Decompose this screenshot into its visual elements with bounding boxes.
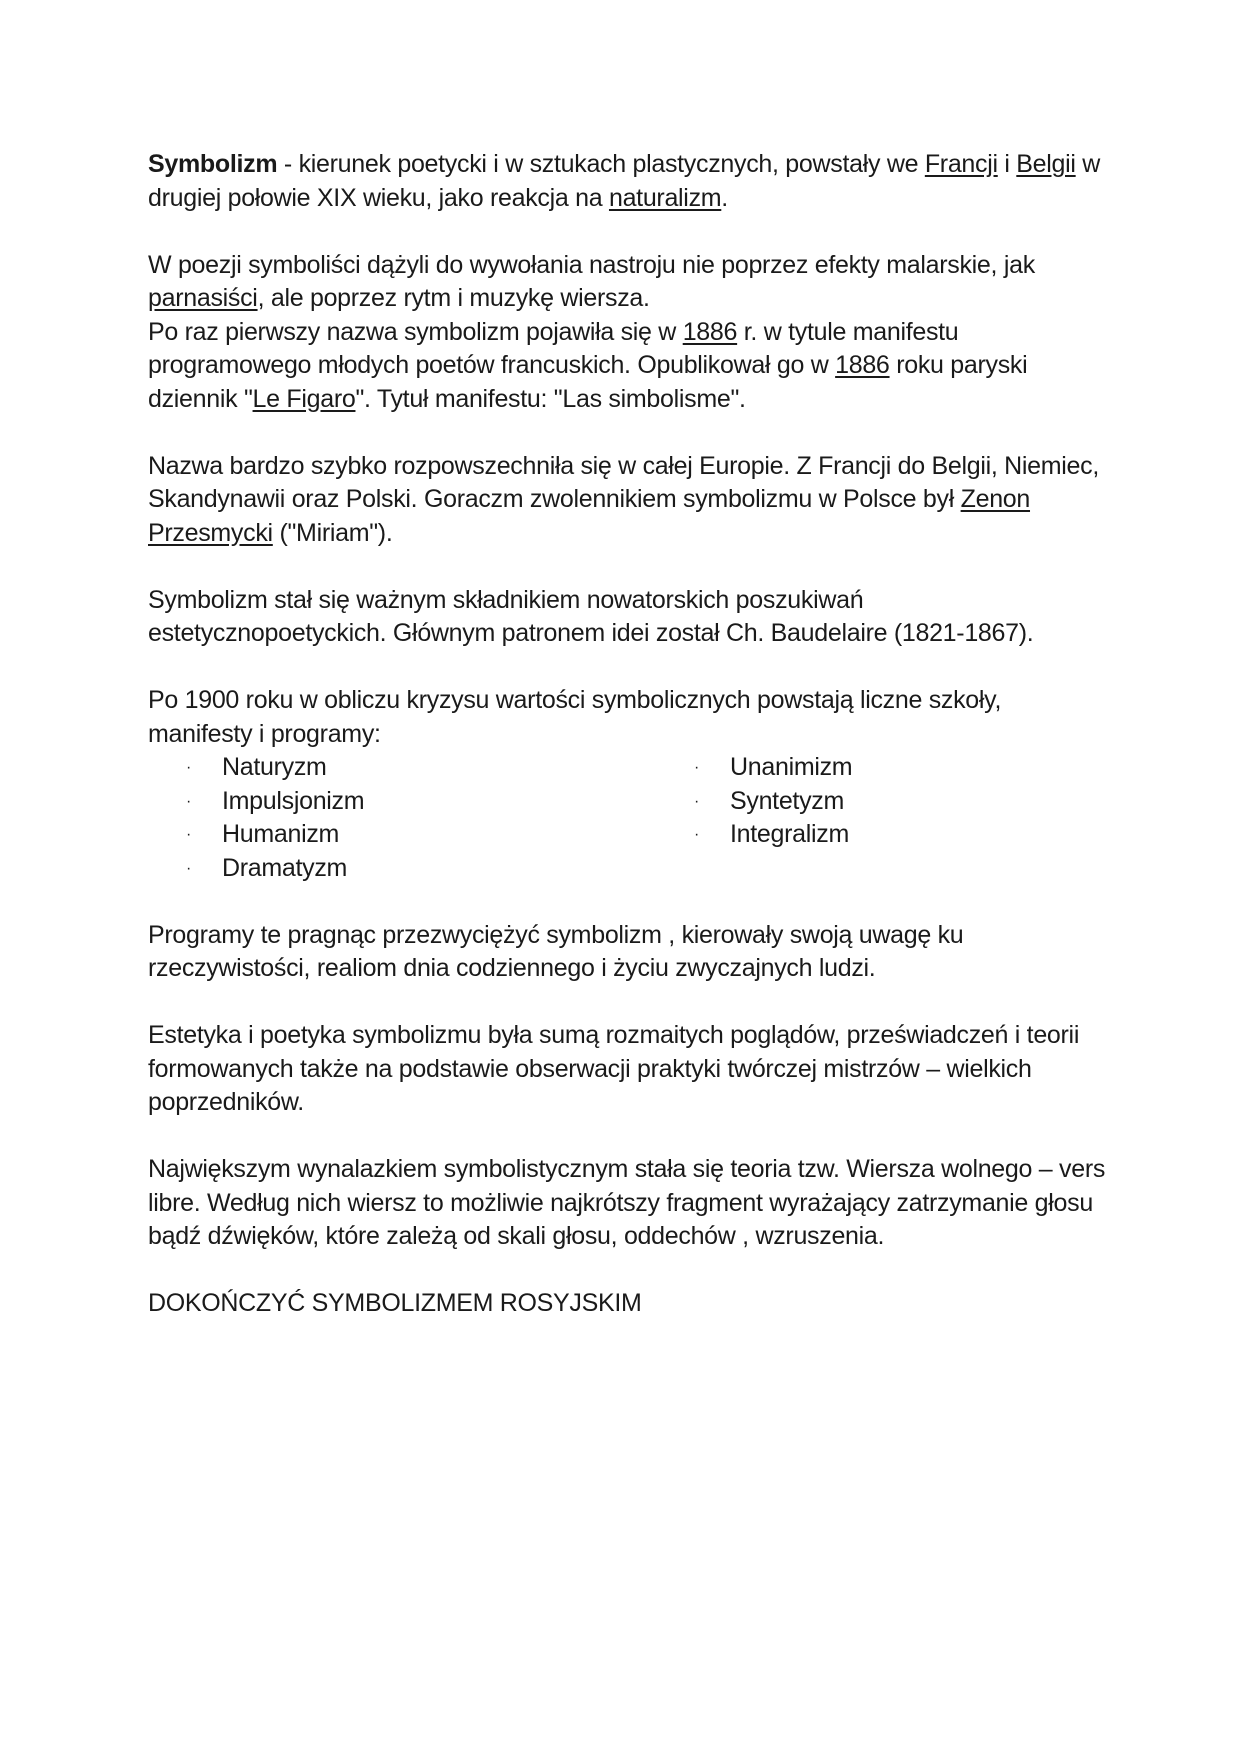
bullet-icon: · [694, 826, 700, 843]
paragraph-vers-libre: Największym wynalazkiem symbolistycznym stała się teoria tzw. Wiersza wolnego – vers libre. Według nich wiersz to możliwie najkrótszy fragment wyrażający zatrzymanie głosu bądź dźwięków, które zależą od skali głosu, oddechów , wzruszenia. [148, 1155, 1106, 1250]
list-item-label: Syntetyzm [730, 786, 844, 815]
spacer [148, 550, 1108, 584]
bullet-icon: · [186, 826, 192, 843]
list-item-label: Integralizm [730, 820, 849, 848]
link-1886-b[interactable]: 1886 [835, 351, 890, 379]
intro-text-1: - kierunek poetycki i w sztukach plastycznych, powstały we [277, 150, 925, 178]
first-use-text-2: r. w tytule manifestu programowego młodych poetów francuskich. Opublikował go w [148, 317, 959, 379]
bullet-icon: · [694, 759, 700, 776]
poetry-text-2: , ale poprzez rytm i muzykę wiersza. [257, 284, 650, 312]
bullet-icon: · [186, 792, 192, 810]
intro-text-3: w drugiej połowie XIX wieku, jako reakcja na [148, 150, 1101, 212]
poetry-text-1: W poezji symboliści dążyli do wywołania nastroju nie poprzez efekty malarskie, jak [148, 250, 1035, 279]
intro-text-4: . [721, 183, 728, 212]
paragraph-baudelaire: Symbolizm stał się ważnym składnikiem nowatorskich poszukiwań estetycznopoetyckich. Głównym patronem idei został Ch. Baudelaire (1821-1867). [148, 585, 1034, 647]
link-zenon-przesmycki[interactable]: Zenon Przesmycki [148, 485, 1031, 547]
document-body [148, 148, 1108, 1321]
paragraph-schools: Po 1900 roku w obliczu kryzysu wartości symbolicznych powstają liczne szkoły, manifesty i programy: [148, 686, 1002, 748]
list-item-label: Humanizm [222, 820, 340, 848]
paragraph-spread [148, 450, 1108, 551]
spread-text-2: ("Miriam"). [272, 518, 393, 547]
list-item-label: Unanimizm [730, 753, 853, 781]
paragraph-todo: DOKOŃCZYĆ SYMBOLIZMEM ROSYJSKIM [148, 1289, 642, 1317]
bullet-icon: · [186, 759, 192, 776]
spacer [148, 651, 1108, 685]
spacer [148, 1120, 1108, 1154]
first-use-text-1: Po raz pierwszy nazwa symbolizm pojawiła się w [148, 317, 683, 346]
term-symbolizm: Symbolizm [148, 150, 278, 178]
spacer [148, 416, 1108, 450]
list-item-label: Naturyzm [222, 753, 327, 781]
paragraph-first-use [148, 316, 1108, 417]
bullet-icon: · [694, 792, 700, 810]
spacer [148, 1254, 1108, 1288]
first-use-text-4: ". Tytuł manifestu: "Las simbolisme". [355, 384, 746, 413]
first-use-text-3: roku paryski dziennik " [148, 351, 1028, 413]
spacer [148, 885, 1108, 919]
list-item-label: Impulsjonizm [222, 786, 365, 815]
link-francji[interactable]: Francji [924, 150, 998, 178]
schools-list [148, 751, 1108, 885]
paragraph-poetry [148, 249, 1108, 316]
spread-text-1: Nazwa bardzo szybko rozpowszechniła się w całej Europie. Z Francji do Belgii, Niemiec, Skandynawii oraz Polski. Goraczm zwolennikiem symbolizmu w Polsce był [148, 451, 1099, 513]
paragraph-intro [148, 148, 1108, 215]
paragraph-aesthetics: Estetyka i poetyka symbolizmu była sumą rozmaitych poglądów, przeświadczeń i teorii formowanych także na podstawie obserwacji praktyki twórczej mistrzów – wielkich poprzedników. [148, 1021, 1080, 1116]
bullet-icon: · [186, 859, 192, 877]
spacer [148, 215, 1108, 249]
link-belgii[interactable]: Belgii [1016, 150, 1076, 178]
spacer [148, 986, 1108, 1020]
link-parnasisci[interactable]: parnasiści [148, 284, 258, 312]
list-item-label: Dramatyzm [222, 853, 348, 882]
intro-text-2: i [997, 150, 1017, 178]
link-naturalizm[interactable]: naturalizm [608, 183, 722, 212]
link-1886-a[interactable]: 1886 [682, 317, 738, 346]
paragraph-programs: Programy te pragnąc przezwyciężyć symbolizm , kierowały swoją uwagę ku rzeczywistości, realiom dnia codziennego i życiu zwyczajnych ludzi. [148, 920, 964, 982]
link-le-figaro[interactable]: Le Figaro [252, 384, 356, 413]
